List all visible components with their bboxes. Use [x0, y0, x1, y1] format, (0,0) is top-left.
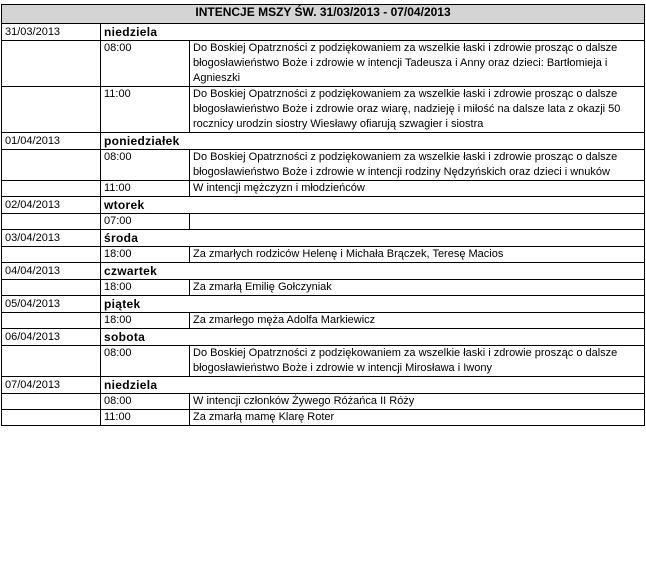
intention-row [2, 394, 645, 410]
intention-text: Za zmarłych rodziców Helenę i Michała Brączek, Teresę Macios [190, 247, 645, 263]
day-date: 02/04/2013 [2, 197, 101, 214]
mass-time: 11:00 [101, 87, 190, 133]
mass-time: 08:00 [101, 150, 190, 181]
empty-cell [2, 150, 101, 181]
mass-time: 08:00 [101, 346, 190, 377]
empty-cell [2, 313, 101, 329]
day-date: 01/04/2013 [2, 133, 101, 150]
intention-row [2, 346, 645, 377]
day-row [2, 296, 645, 313]
mass-intentions-table [1, 4, 645, 426]
day-date: 31/03/2013 [2, 24, 101, 41]
day-date: 05/04/2013 [2, 296, 101, 313]
intention-text [190, 214, 645, 230]
mass-time: 18:00 [101, 247, 190, 263]
day-date: 04/04/2013 [2, 263, 101, 280]
mass-time: 11:00 [101, 181, 190, 197]
day-row [2, 329, 645, 346]
empty-cell [2, 280, 101, 296]
table-title: INTENCJE MSZY ŚW. 31/03/2013 - 07/04/2013 [2, 5, 645, 24]
empty-cell [2, 394, 101, 410]
mass-time: 08:00 [101, 394, 190, 410]
mass-time: 11:00 [101, 410, 190, 426]
day-name: sobota [101, 329, 645, 346]
day-row [2, 230, 645, 247]
day-row [2, 133, 645, 150]
day-row [2, 197, 645, 214]
intention-row [2, 150, 645, 181]
empty-cell [2, 87, 101, 133]
day-date: 06/04/2013 [2, 329, 101, 346]
day-row [2, 377, 645, 394]
day-name: poniedziałek [101, 133, 645, 150]
empty-cell [2, 410, 101, 426]
mass-time: 07:00 [101, 214, 190, 230]
intention-text: Za zmarłą mamę Klarę Roter [190, 410, 645, 426]
empty-cell [2, 247, 101, 263]
intention-text: Za zmarłego męża Adolfa Markiewicz [190, 313, 645, 329]
intention-text: Za zmarłą Emilię Gołczyniak [190, 280, 645, 296]
intention-text: W intencji członków Żywego Różańca II Róży [190, 394, 645, 410]
intention-row [2, 247, 645, 263]
day-name: niedziela [101, 377, 645, 394]
intention-row [2, 41, 645, 87]
intention-row [2, 313, 645, 329]
title-row [2, 5, 645, 24]
day-row [2, 24, 645, 41]
empty-cell [2, 346, 101, 377]
day-name: wtorek [101, 197, 645, 214]
mass-time: 18:00 [101, 280, 190, 296]
day-name: środa [101, 230, 645, 247]
intention-row [2, 280, 645, 296]
day-date: 07/04/2013 [2, 377, 101, 394]
day-name: piątek [101, 296, 645, 313]
empty-cell [2, 214, 101, 230]
empty-cell [2, 41, 101, 87]
mass-time: 08:00 [101, 41, 190, 87]
intention-text: Do Boskiej Opatrzności z podziękowaniem za wszelkie łaski i zdrowie prosząc o dalsze błogosławieństwo Boże i zdrowie w intencji rodziny Nędzyńskich oraz dzieci i wnuków [190, 150, 645, 181]
day-name: niedziela [101, 24, 645, 41]
intention-row [2, 87, 645, 133]
day-date: 03/04/2013 [2, 230, 101, 247]
intention-text: Do Boskiej Opatrzności z podziękowaniem za wszelkie łaski i zdrowie prosząc o dalsze błogosławieństwo Boże i zdrowie oraz wiarę, nadzieję i miłość na dalsze lata z okazji 50 rocznicy urodzin siostry Wiesławy ofiarują szwagier i siostra [190, 87, 645, 133]
mass-time: 18:00 [101, 313, 190, 329]
intention-row [2, 181, 645, 197]
day-row [2, 263, 645, 280]
intention-text: Do Boskiej Opatrzności z podziękowaniem za wszelkie łaski i zdrowie prosząc o dalsze błogosławieństwo Boże i zdrowie w intencji Tadeusza i Anny oraz dzieci: Bartłomieja i Agnieszki [190, 41, 645, 87]
intention-text: Do Boskiej Opatrzności z podziękowaniem za wszelkie łaski i zdrowie prosząc o dalsze błogosławieństwo Boże i zdrowie w intencji Mirosława i Iwony [190, 346, 645, 377]
day-name: czwartek [101, 263, 645, 280]
intention-row [2, 214, 645, 230]
intention-row [2, 410, 645, 426]
empty-cell [2, 181, 101, 197]
intention-text: W intencji mężczyzn i młodzieńców [190, 181, 645, 197]
